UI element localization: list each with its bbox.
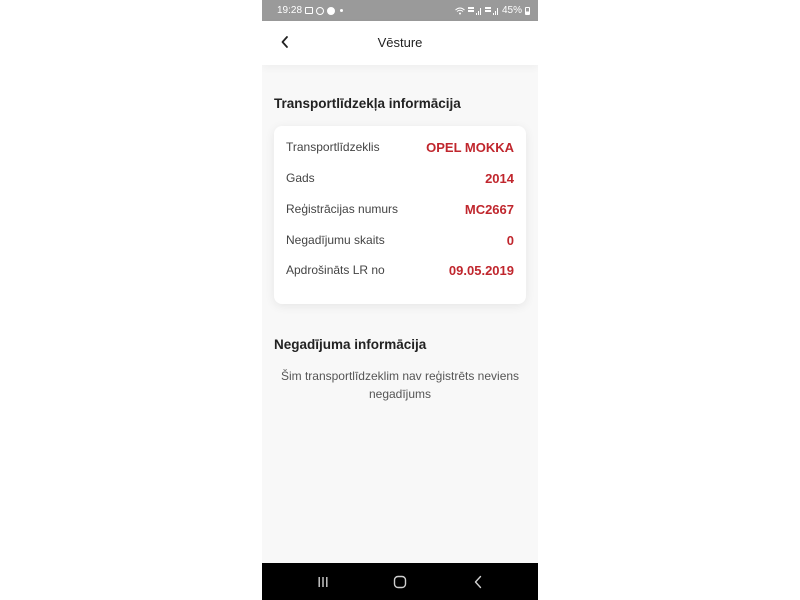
row-label: Negadījumu skaits — [286, 233, 385, 247]
info-row-insured — [286, 260, 514, 280]
battery-percent: 45% — [501, 5, 522, 16]
system-back-button[interactable] — [468, 572, 488, 592]
gallery-icon — [305, 7, 313, 14]
row-label: Apdrošināts LR no — [286, 263, 385, 277]
vehicle-section-title: Transportlīdzekļa informācija — [274, 96, 461, 111]
dot-icon — [340, 9, 343, 12]
row-label: Reģistrācijas numurs — [286, 202, 399, 216]
row-label: Transportlīdzeklis — [286, 140, 380, 154]
status-time: 19:28 — [277, 5, 303, 16]
info-row-registration — [286, 199, 514, 219]
back-icon — [473, 575, 483, 589]
signal-icon — [468, 7, 482, 15]
page-title: Vēsture — [377, 35, 423, 50]
home-icon — [393, 575, 407, 589]
home-button[interactable] — [390, 572, 410, 592]
system-nav-bar — [262, 563, 538, 600]
row-label: Gads — [286, 171, 315, 185]
row-value: 0 — [506, 232, 514, 248]
recents-button[interactable] — [313, 572, 333, 592]
phone-screen — [262, 0, 538, 600]
row-value: 2014 — [485, 170, 514, 186]
info-row-accidents — [286, 230, 514, 250]
whatsapp-icon — [316, 7, 324, 15]
wifi-icon — [455, 7, 465, 15]
recents-icon — [317, 576, 329, 588]
row-value: 09.05.2019 — [448, 262, 514, 278]
signal-icon — [485, 7, 499, 15]
status-bar — [262, 0, 538, 21]
empty-incidents-message: Šim transportlīdzeklim nav reģistrēts neviens negadījums — [280, 369, 520, 401]
app-header — [262, 21, 538, 65]
row-value: MC2667 — [464, 201, 514, 217]
row-value: OPEL MOKKA — [426, 139, 514, 155]
incident-section-title: Negadījuma informācija — [274, 337, 427, 352]
vehicle-info-card — [274, 126, 526, 304]
info-row-year — [286, 168, 514, 188]
account-icon — [327, 7, 335, 15]
info-row-vehicle — [286, 137, 514, 157]
battery-icon — [525, 7, 530, 15]
